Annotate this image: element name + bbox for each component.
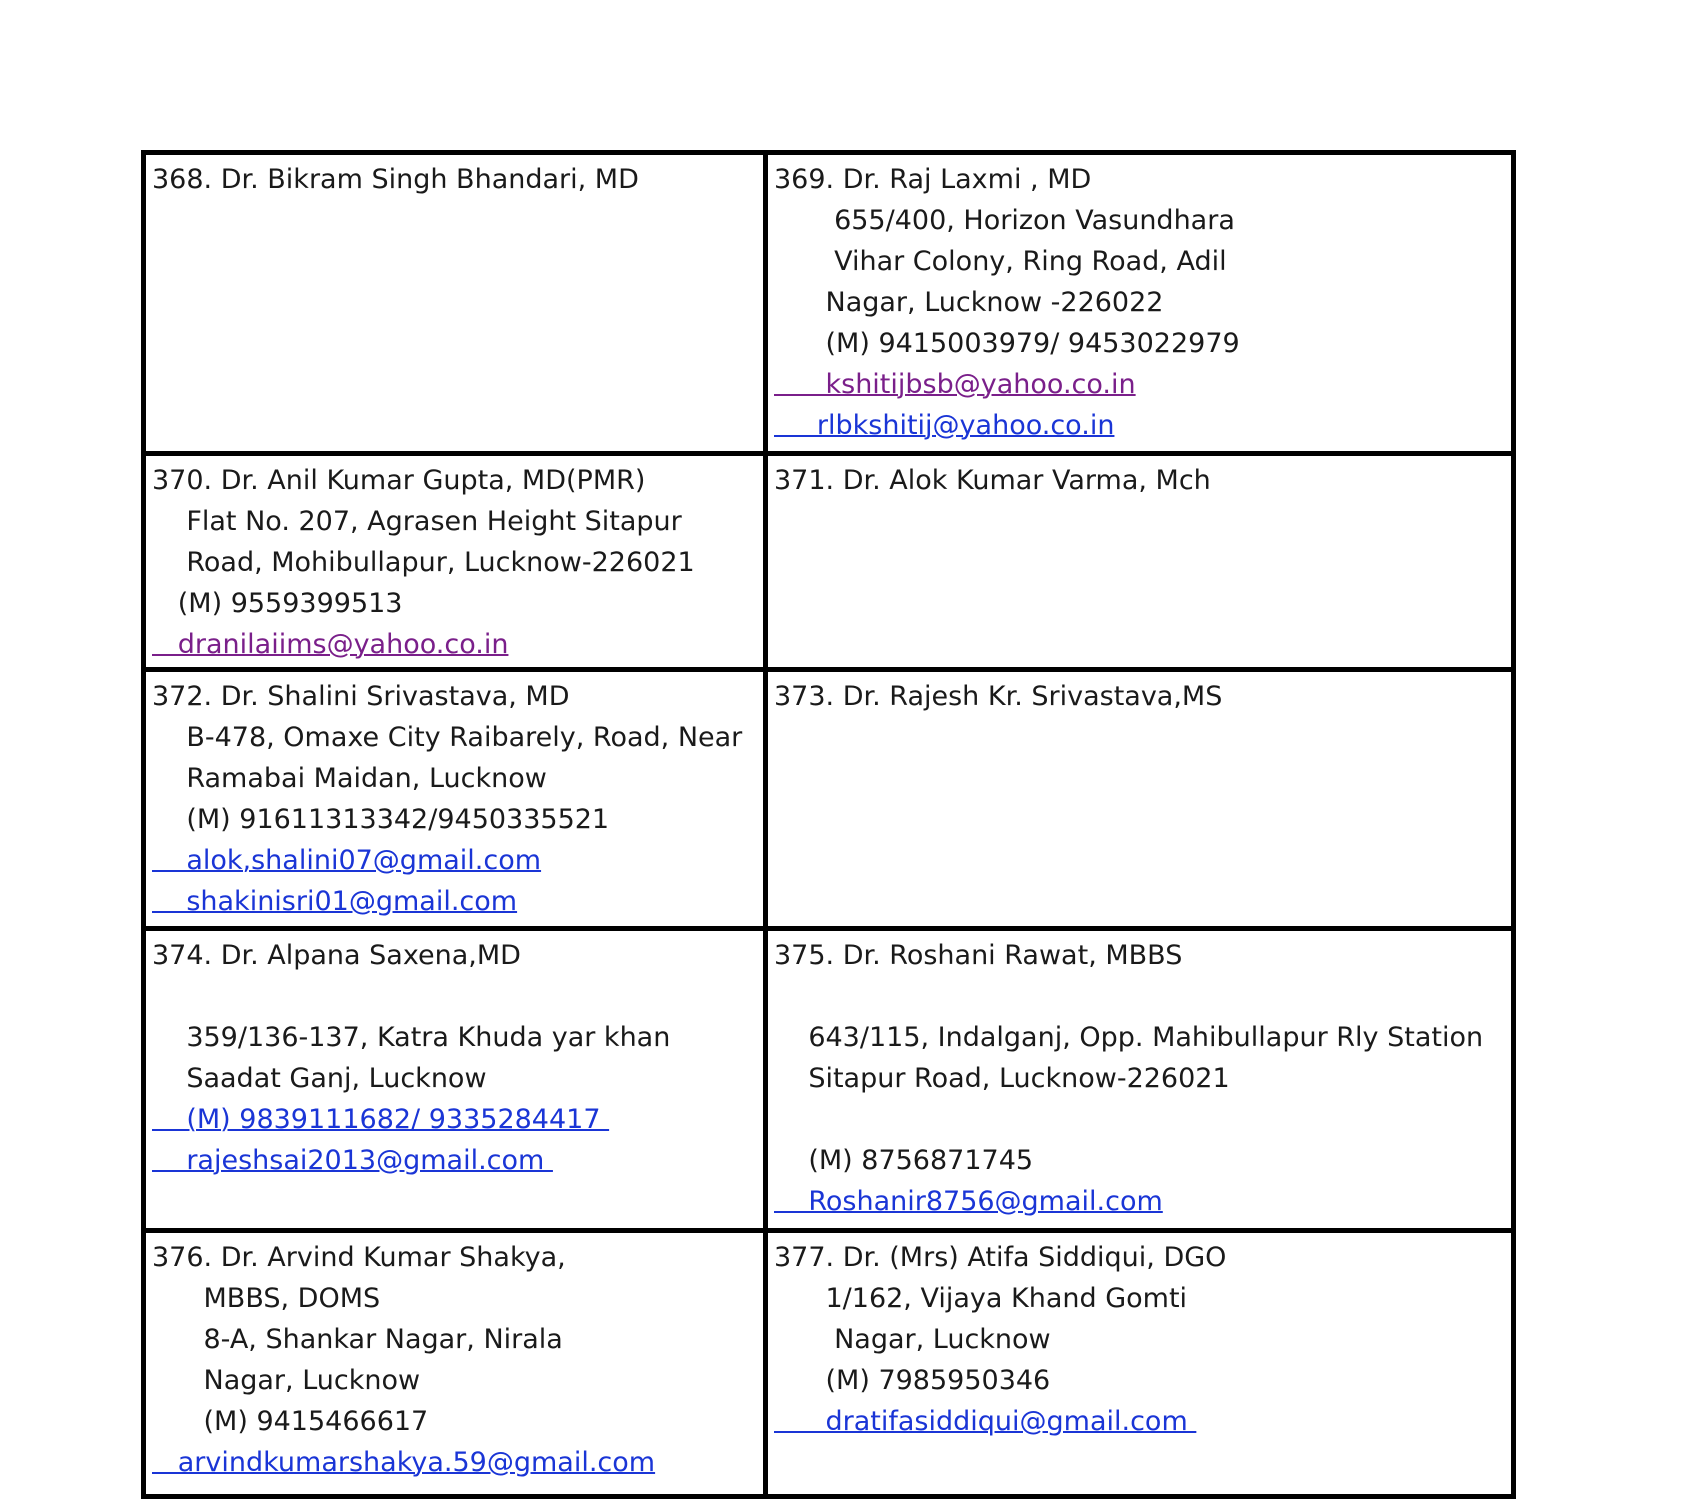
table-row [144, 929, 1514, 1231]
email-link[interactable]: dratifasiddiqui@gmail.com [774, 1406, 1197, 1437]
email-link[interactable]: Roshanir8756@gmail.com [774, 1186, 1163, 1217]
directory-cell [766, 670, 1514, 929]
email-link[interactable]: shakinisri01@gmail.com [152, 886, 518, 917]
doctor-name: 368. Dr. Bikram Singh Bhandari, MD [152, 164, 639, 195]
directory-cell [766, 454, 1514, 670]
table-row [144, 1231, 1514, 1497]
doctor-name: 377. Dr. (Mrs) Atifa Siddiqui, DGO [774, 1242, 1227, 1273]
address-line: Nagar, Lucknow [152, 1365, 421, 1396]
address-line: 8-A, Shankar Nagar, Nirala [152, 1324, 563, 1355]
directory-cell [144, 153, 766, 454]
doctor-name: 370. Dr. Anil Kumar Gupta, MD(PMR) [152, 465, 646, 496]
email-link[interactable]: dranilaiims@yahoo.co.in [152, 629, 509, 660]
email-link[interactable]: rajeshsai2013@gmail.com [152, 1145, 553, 1176]
directory-cell [144, 454, 766, 670]
email-link[interactable]: kshitijbsb@yahoo.co.in [774, 369, 1136, 400]
directory-cell [144, 670, 766, 929]
table-row [144, 454, 1514, 670]
address-line: 643/115, Indalganj, Opp. Mahibullapur Rly Station [774, 1022, 1484, 1053]
doctor-name: 374. Dr. Alpana Saxena,MD [152, 940, 521, 971]
address-line: B-478, Omaxe City Raibarely, Road, Near [152, 722, 743, 753]
address-line: Saadat Ganj, Lucknow [152, 1063, 487, 1094]
directory-cell [144, 929, 766, 1231]
address-line: MBBS, DOMS [152, 1283, 381, 1314]
address-line: (M) 7985950346 [774, 1365, 1051, 1396]
table-row [144, 670, 1514, 929]
email-link[interactable]: alok,shalini07@gmail.com [152, 845, 542, 876]
doctor-name: 376. Dr. Arvind Kumar Shakya, [152, 1242, 566, 1273]
address-line: (M) 8756871745 [774, 1145, 1034, 1176]
address-line: 655/400, Horizon Vasundhara [774, 205, 1235, 236]
address-line: Flat No. 207, Agrasen Height Sitapur [152, 506, 682, 537]
doctor-name: 373. Dr. Rajesh Kr. Srivastava,MS [774, 681, 1223, 712]
address-line: 1/162, Vijaya Khand Gomti [774, 1283, 1188, 1314]
address-line: Nagar, Lucknow -226022 [774, 287, 1164, 318]
blank-line [774, 1099, 1505, 1140]
address-line: Nagar, Lucknow [774, 1324, 1051, 1355]
directory-cell [766, 929, 1514, 1231]
doctor-directory-table [141, 150, 1516, 1499]
blank-line [774, 976, 1505, 1017]
doctor-name: 369. Dr. Raj Laxmi , MD [774, 164, 1092, 195]
email-link[interactable]: arvindkumarshakya.59@gmail.com [152, 1447, 656, 1478]
doctor-name: 375. Dr. Roshani Rawat, MBBS [774, 940, 1183, 971]
email-link[interactable]: (M) 9839111682/ 9335284417 [152, 1104, 610, 1135]
address-line: (M) 91611313342/9450335521 [152, 804, 610, 835]
email-link[interactable]: rlbkshitij@yahoo.co.in [774, 410, 1115, 441]
address-line: 359/136-137, Katra Khuda yar khan [152, 1022, 671, 1053]
doctor-name: 372. Dr. Shalini Srivastava, MD [152, 681, 570, 712]
address-line: Ramabai Maidan, Lucknow [152, 763, 547, 794]
table-row [144, 153, 1514, 454]
address-line: Vihar Colony, Ring Road, Adil [774, 246, 1227, 277]
address-line: (M) 9415003979/ 9453022979 [774, 328, 1240, 359]
directory-cell [766, 153, 1514, 454]
address-line: Sitapur Road, Lucknow-226021 [774, 1063, 1230, 1094]
address-line: (M) 9415466617 [152, 1406, 429, 1437]
directory-cell [144, 1231, 766, 1497]
blank-line [152, 976, 757, 1017]
directory-cell [766, 1231, 1514, 1497]
address-line: (M) 9559399513 [152, 588, 403, 619]
doctor-name: 371. Dr. Alok Kumar Varma, Mch [774, 465, 1211, 496]
address-line: Road, Mohibullapur, Lucknow-226021 [152, 547, 695, 578]
